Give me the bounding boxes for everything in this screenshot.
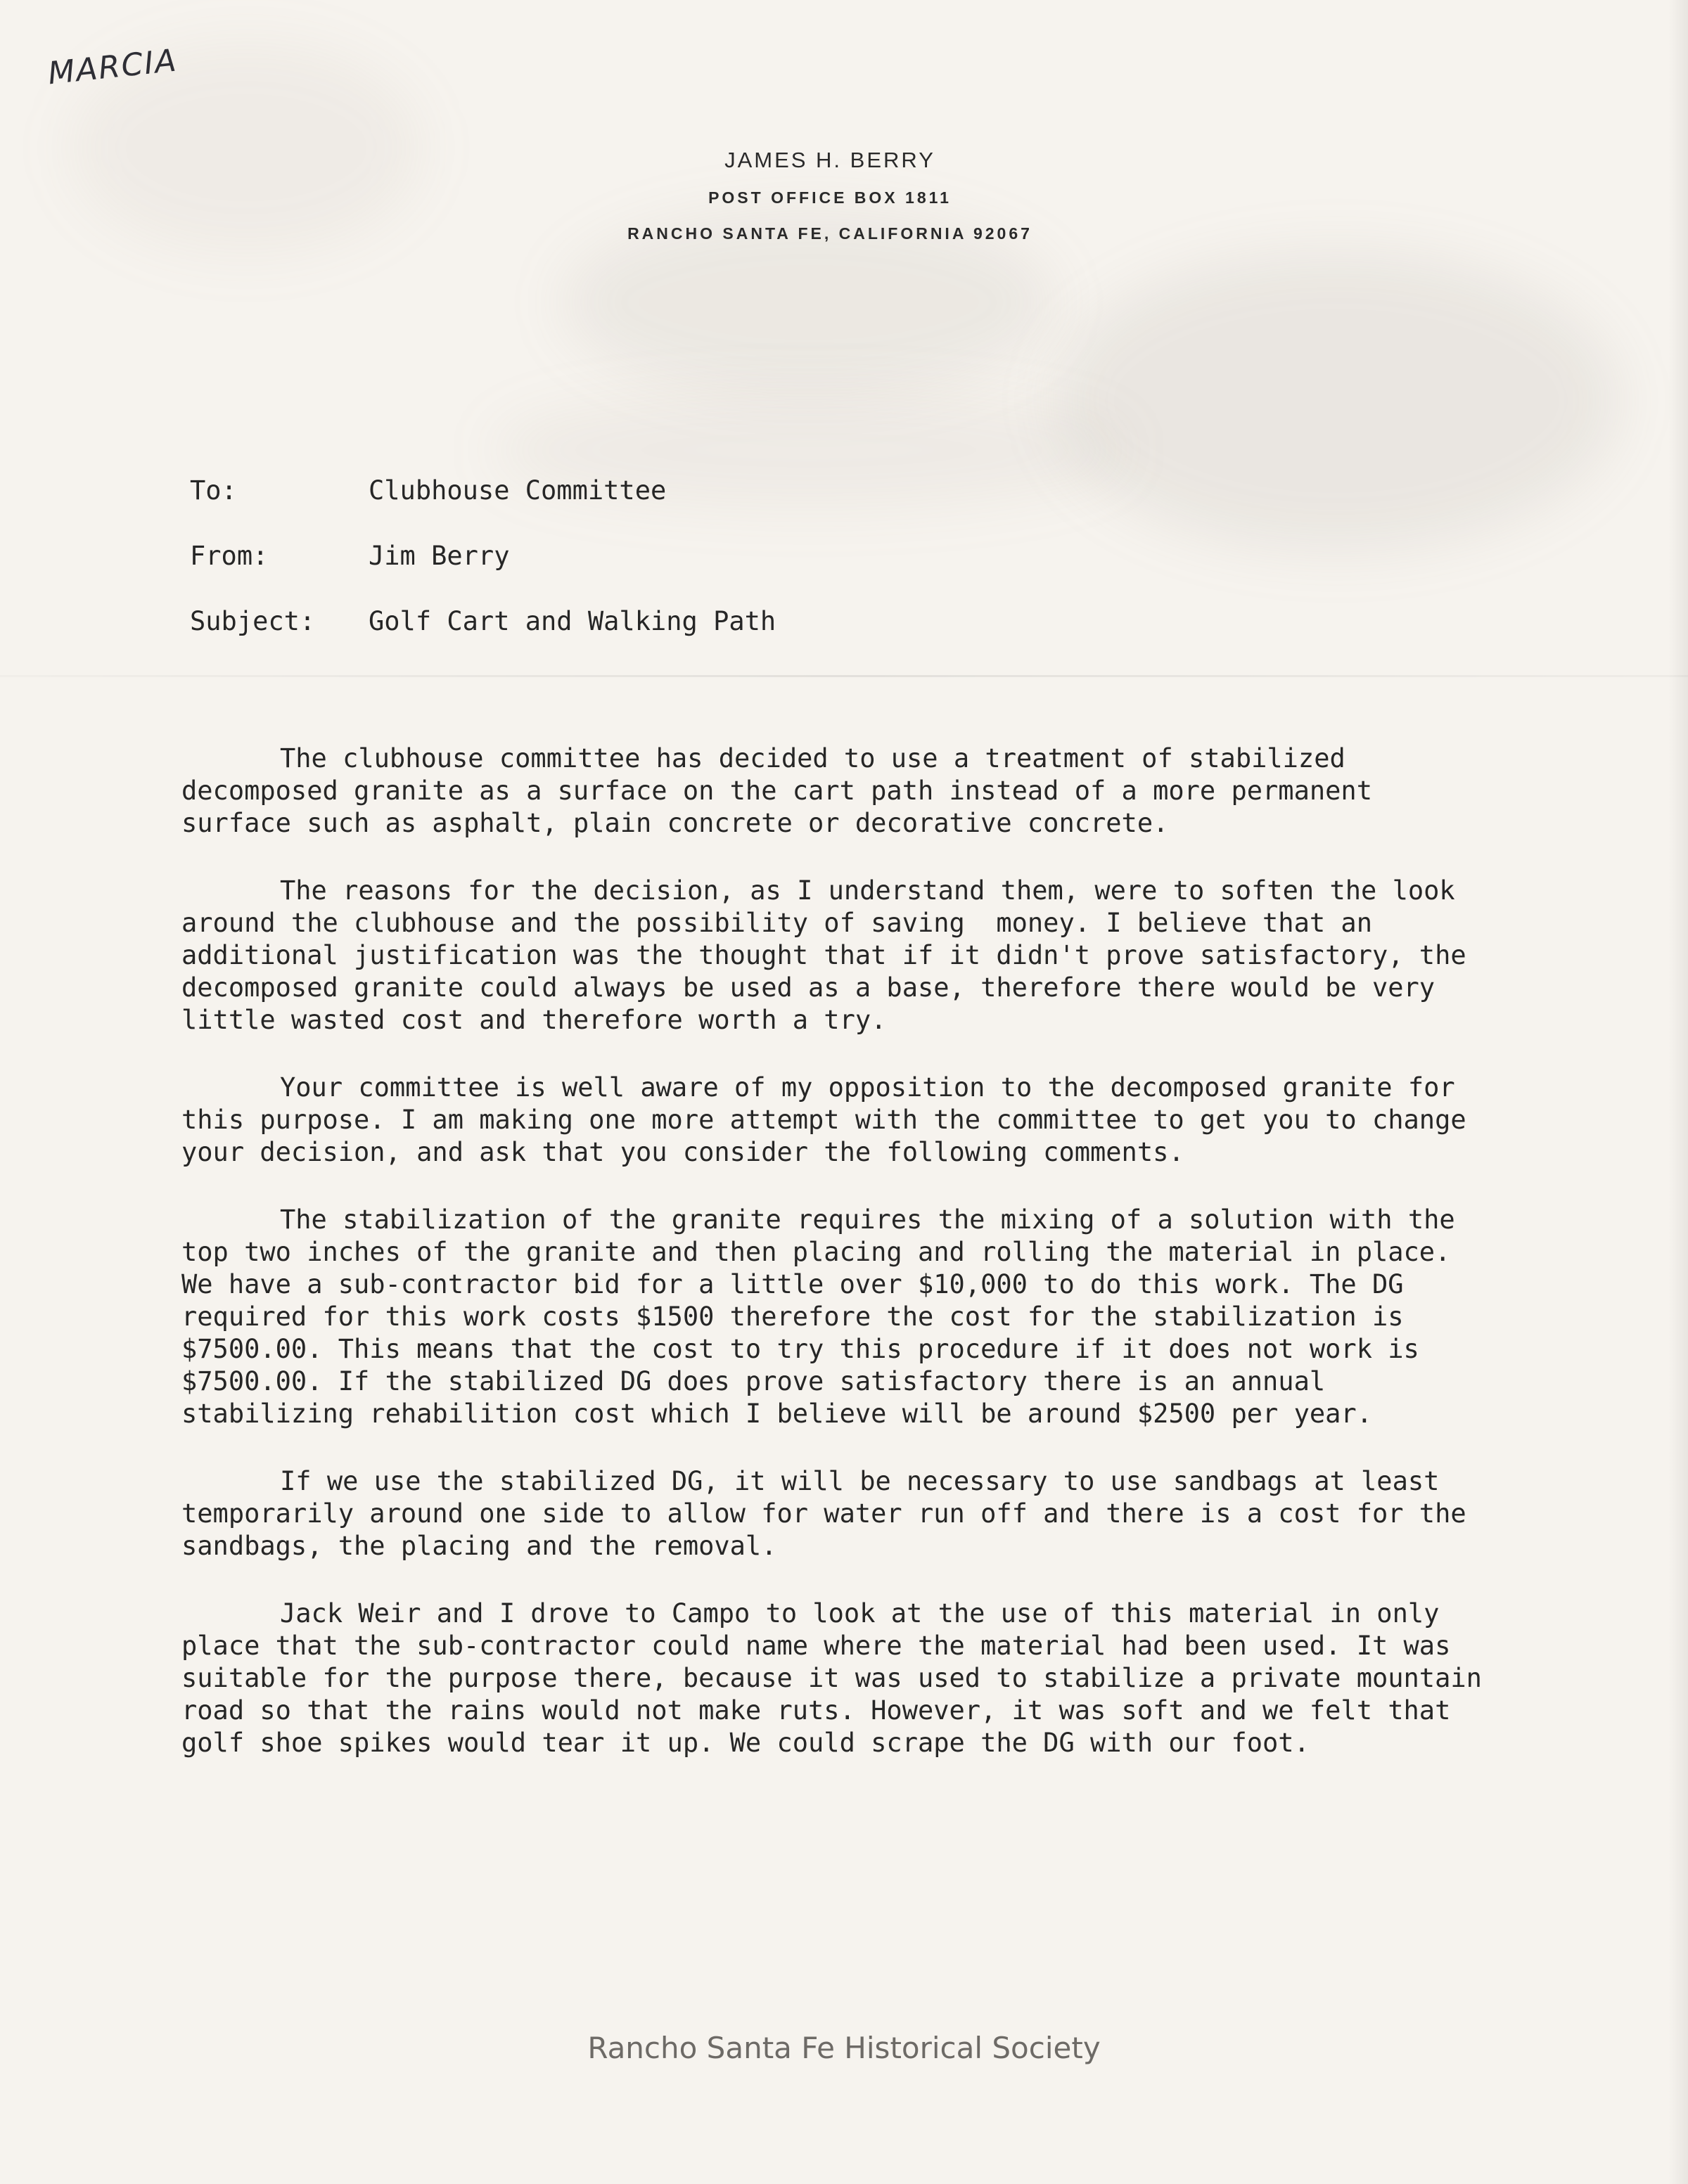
body-paragraph: [181, 743, 1490, 840]
memo-to-value: Clubhouse Committee: [369, 475, 667, 506]
handwritten-note: MARCIA: [46, 42, 179, 92]
letterhead-address-line2: RANCHO SANTA FE, CALIFORNIA 92067: [627, 224, 1032, 243]
body-paragraph-text: Jack Weir and I drove to Campo to look at the use of this material in only place that the sub-contractor could name where the material had been used. It was suitable for the purpose there, because it was used to stabilize a private mountain road so that the rains would not make ruts. However, it was soft and we felt that golf shoe spikes would tear it up. We could scrape the DG with our foot.: [181, 1598, 1498, 1758]
body-paragraph: [181, 1204, 1490, 1430]
body-paragraph-text: The reasons for the decision, as I understand them, were to soften the look around the clubhouse and the possibility of saving money. I believe that an additional justification was the thought that if it didn't prove satisfactory, the decomposed granite could always be used as a base, therefore there would be very little wasted cost and therefore worth a try.: [181, 875, 1482, 1035]
body-paragraph-text: The clubhouse committee has decided to use a treatment of stabilized decomposed granite as a surface on the cart path instead of a more permanent surface such as asphalt, plain concrete or decorative concrete.: [181, 743, 1388, 838]
memo-header: [190, 475, 776, 672]
body-paragraph: [181, 1072, 1490, 1169]
body-paragraph: [181, 875, 1490, 1036]
memo-from-row: [190, 541, 776, 606]
memo-subject-row: [190, 606, 776, 672]
body-paragraph: [181, 1598, 1498, 1759]
body-paragraph-text: Your committee is well aware of my opposition to the decomposed granite for this purpose. I am making one more attempt with the committee to get you to change your decision, and ask that you consider the following comments.: [181, 1072, 1482, 1167]
body-paragraph-text: If we use the stabilized DG, it will be necessary to use sandbags at least temporarily around one side to allow for water run off and there is a cost for the sandbags, the placing and the removal.: [181, 1466, 1482, 1561]
memo-subject-value: Golf Cart and Walking Path: [369, 606, 776, 636]
watermark-credit: Rancho Santa Fe Historical Society: [587, 2031, 1101, 2065]
letter-body: [181, 743, 1498, 1794]
memo-to-label: To:: [190, 475, 237, 506]
memo-to-row: [190, 475, 776, 541]
memo-from-value: Jim Berry: [369, 541, 510, 571]
paper-edge-shadow: [1668, 0, 1688, 2184]
letterhead: [535, 148, 1125, 260]
letterhead-address-line1: POST OFFICE BOX 1811: [708, 188, 952, 207]
paper-fold: [0, 675, 1688, 677]
body-paragraph-text: The stabilization of the granite requires the mixing of a solution with the top two inches of the granite and then placing and rolling the material in place. We have a sub-contractor bid for a little over $10,000 to do this work. The DG required for this work costs $1500 therefore the cost for the stabilization is $7500.00. This means that the cost to try this procedure if it does not work is $7500.00. If the stabilized DG does prove satisfactory there is an annual stabilizing rehabilition cost which I believe will be around $2500 per year.: [181, 1205, 1471, 1429]
paper-stain: [1055, 253, 1618, 548]
memo-subject-label: Subject:: [190, 606, 316, 636]
body-paragraph: [181, 1465, 1490, 1562]
memo-from-label: From:: [190, 541, 269, 571]
letterhead-name: JAMES H. BERRY: [724, 148, 935, 172]
